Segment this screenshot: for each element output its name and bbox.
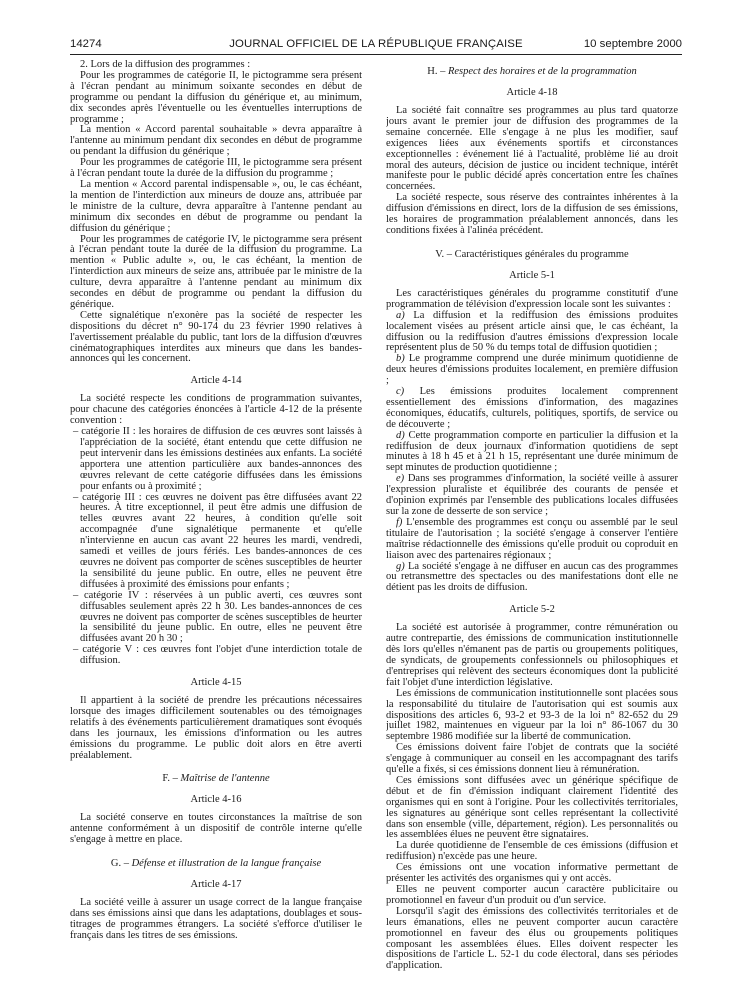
item-letter: b) (396, 353, 405, 365)
item-letter: c) (396, 386, 405, 398)
section-heading: V. – Caractéristiques générales du programme (435, 248, 629, 260)
lettered-paragraph (386, 311, 678, 355)
publication-date: 10 septembre 2000 (583, 38, 682, 50)
item-letter: e) (396, 473, 405, 485)
paragraph: La société respecte les conditions de programmation suivantes, pour chacune des catégories énoncées à l'article 4-12 de la présente convention : (70, 393, 362, 427)
item-text: Cette programmation comporte en particulier la diffusion et la rediffusion de deux journaux d'information quotidiens de sept minutes à 18 h 45 et à 21 h 15, représentant une durée minimum de sept minutes de production quotidienne ; (386, 429, 678, 474)
paragraph: La société fait connaître ses programmes au plus tard quatorze jours avant le premier jour de diffusion des programmes de la semaine concernée. Elle s'engage à ne plus les modifier, sauf exigences liées aux événements sportifs et circonstances exceptionnelles : événement lié à l'actualité, problème lié au droit moral des auteurs, décision de justice ou incident technique, intérêt manifeste pour le public décidé après concertation entre les chaînes concernées. (386, 105, 678, 193)
header-rule (70, 54, 682, 55)
item-text: La diffusion et la rediffusion des émissions produites localement visées au présent article ainsi que, le cas échéant, la diffusion ou la rediffusion d'autres émissions d'expression locale représentent plus de 50 % du temps total de diffusion quotidien ; (386, 309, 678, 354)
page-header (70, 38, 682, 58)
article-heading: Article 5-2 (509, 604, 555, 616)
item-letter: a) (396, 309, 405, 321)
paragraph: Elles ne peuvent comporter aucun caractère publicitaire ou promotionnel en faveur d'un produit ou d'un service. (386, 884, 678, 906)
journal-title: JOURNAL OFFICIEL DE LA RÉPUBLIQUE FRANÇAISE (229, 38, 523, 50)
section-title: Défense et illustration de la langue française (131, 858, 322, 870)
paragraph: Ces émissions ont une vocation informative permettant de présenter les activités des organismes qui y ont accès. (386, 862, 678, 885)
article-heading: Article 4-17 (190, 879, 242, 891)
paragraph: Il appartient à la société de prendre les précautions nécessaires lorsque des images difficilement soutenables ou des témoignages relatifs à des événements particulièrement dramatiques sont évoqués dans les journaux, les émissions d'information ou les autres émissions du programme. Le public doit alors en être averti préalablement. (70, 695, 362, 761)
list-item: – catégorie III : ces œuvres ne doivent pas être diffusées avant 22 heures. À titre exceptionnel, il peut être admis une diffusion de telles œuvres avant 22 heures, à condition qu'elle soit accompagnée d'une signalétique permanente et qu'elle n'intervienne en aucun cas avant 22 heures les mardi, vendredi, samedi et veilles de jours fériés. Les bandes-annonces de ces œuvres ne doivent pas comporter de scènes susceptibles de heurter la sensibilité du jeune public. En outre, elles ne peuvent être diffusées à proximité des émissions pour enfants ; (73, 491, 362, 590)
paragraph: La durée quotidienne de l'ensemble de ces émissions (diffusion et rediffusion) n'excède pas une heure. (386, 840, 678, 863)
item-text: Le programme comprend une durée minimum quotidienne de deux heures d'émissions produites localement, en première diffusion ; (386, 353, 678, 387)
category-list (70, 427, 362, 667)
section-heading (70, 858, 362, 869)
paragraph: Les émissions de communication institutionnelle sont placées sous la responsabilité du titulaire de l'autorisation qui est soumis aux dispositions des articles 6, 93-2 et 93-3 de la loi n° 82-652 du 29 juillet 1982, maintenues en vigueur par la loi n° 86-1067 du 30 septembre 1986 modifiée sur la liberté de communication. (386, 687, 678, 743)
list-item: – catégorie II : les horaires de diffusion de ces œuvres sont laissés à l'appréciation de la société, étant entendu que cette diffusion ne peut intervenir dans les émissions destinées aux enfants. La société apportera une attention particulière aux bandes-annonces des œuvres relevant de cette catégorie diffusées dans les émissions pour enfants ou à proximité ; (73, 426, 362, 492)
lettered-paragraph (386, 474, 678, 518)
lettered-paragraph (386, 354, 678, 387)
paragraph: Ces émissions sont diffusées avec un générique spécifique de début et de fin d'émission indiquant clairement l'identité des organismes qui en sont à l'origine. Pour les collectivités territoriales, les signatures au générique sont celles représentant la collectivité dans son ensemble (ville, département, région). Les personnalités ou les assemblées élues ne peuvent être signataires. (386, 774, 678, 841)
section-prefix: G. – (110, 858, 132, 870)
paragraph: La mention « Accord parental souhaitable » devra apparaître à l'antenne au minimum pendant dix secondes en début de programme ou pendant la diffusion du générique ; (70, 124, 362, 158)
section-title: Maîtrise de l'antenne (180, 773, 270, 785)
section-title: Respect des horaires et de la programmation (447, 66, 637, 77)
item-text: Les émissions produites localement comprennent essentiellement des émissions d'information, des magazines économiques, éducatifs, culturels, politiques, sportifs, de service ou de découverte ; (386, 386, 678, 430)
list-item: – catégorie IV : réservées à un public averti, ces œuvres sont diffusables seulement après 22 h 30. Les bandes-annonces de ces œuvres ne doivent pas comporter de scènes susceptibles de heurter la sensibilité du jeune public. En outre, elles ne peuvent être diffusées avant 20 h 30 ; (73, 589, 362, 645)
page-number: 14274 (70, 38, 102, 50)
lettered-paragraph (386, 562, 678, 595)
paragraph: Pour les programmes de catégorie III, le pictogramme sera présent à l'écran pendant toute la durée de la diffusion du programme ; (70, 157, 362, 180)
subsection-title: 2. Lors de la diffusion des programmes : (80, 60, 251, 70)
item-text: Dans ses programmes d'information, la société veille à assurer l'expression pluraliste et équilibrée des courants de pensée et d'opinion exprimés par l'ensemble des publications locales diffusées sur la zone de desserte de son service ; (386, 473, 678, 517)
article-heading: Article 4-18 (506, 87, 558, 98)
item-letter: g) (396, 560, 405, 572)
paragraph: Ces émissions doivent faire l'objet de contrats que la société s'engage à communiquer au conseil en les accompagnant des tarifs qu'elle a fixés, si ces émissions donnent lieu à rémunération. (386, 742, 678, 776)
item-text: La société s'engage à ne diffuser en aucun cas des programmes ou retransmettre des spectacles ou des manifestations dont elle ne détient pas les droits de diffusion. (386, 560, 678, 594)
article-heading: Article 4-14 (190, 375, 242, 387)
list-item: – catégorie V : ces œuvres font l'objet d'une interdiction totale de diffusion. (73, 644, 362, 667)
section-heading (386, 66, 678, 77)
article-heading: Article 4-15 (190, 677, 242, 689)
paragraph: Pour les programmes de catégorie II, le pictogramme sera présent à l'écran pendant au minimum soixante secondes en début de programme ou pendant la diffusion du générique et, au minimum, dix secondes après l'éventuelle ou les éventuelles interruptions de programme ; (70, 69, 362, 125)
paragraph: Les caractéristiques générales du programme constitutif d'une programmation de télévision d'expression locale sont les suivantes : (386, 287, 678, 310)
paragraph: La société est autorisée à programmer, contre rémunération ou autre contrepartie, des émissions de communication institutionnelle dès lors qu'elles n'émanent pas de partis ou groupements politiques, de syndicats, de groupements confessionnels ou philosophiques et d'entreprises qui relèvent des secteurs économiques dont la publicité fait l'objet d'une interdiction législative. (386, 622, 678, 688)
lettered-paragraph (386, 431, 678, 475)
paragraph: Lorsqu'il s'agit des émissions des collectivités territoriales et de leurs émanations, elles ne peuvent comporter aucun caractère promotionnel en faveur des élus ou groupements politiques composant les assemblées élues. Elles doivent respecter les dispositions de l'article L. 52-1 du code électoral, dans ses périodes d'application. (386, 905, 678, 972)
right-column (386, 60, 678, 985)
section-prefix: F. – (162, 773, 181, 785)
item-text: L'ensemble des programmes est conçu ou assemblé par le seul titulaire de l'autorisation ; la société s'engage à conserver l'entière maîtrise rédactionnelle des émissions qu'elle produit ou coproduit en liaison avec des partenaires régionaux ; (386, 516, 678, 561)
section-prefix: H. – (427, 66, 448, 77)
left-column (70, 60, 362, 985)
item-letter: d) (396, 429, 405, 441)
paragraph: Cette signalétique n'exonère pas la société de respecter les dispositions du décret n° 90-174 du 23 février 1990 relatives à l'avertissement préalable du public, tant lors de la diffusion d'œuvres cinématographiques interdites aux mineurs que dans les bandes-annonces qui les concernent. (70, 309, 362, 365)
paragraph: La société respecte, sous réserve des contraintes inhérentes à la diffusion d'émissions en direct, lors de la diffusion de ses émissions, les horaires de programmation préalablement annoncés, dans les conditions fixées à l'alinéa précédent. (386, 192, 678, 236)
lettered-paragraph (386, 518, 678, 562)
paragraph: La mention « Accord parental indispensable », ou, le cas échéant, la mention de l'interdiction aux mineurs de douze ans, attribuée par le ministre de la culture, devra apparaître à l'antenne pendant au minimum dix secondes en début de programme ou pendant la diffusion du générique ; (70, 178, 362, 234)
paragraph: La société conserve en toutes circonstances la maîtrise de son antenne conformément à un dispositif de contrôle interne qu'elle s'engage à mettre en place. (70, 812, 362, 846)
lettered-paragraph (386, 387, 678, 431)
section-heading (70, 773, 362, 784)
paragraph: Pour les programmes de catégorie IV, le pictogramme sera présent à l'écran pendant toute la durée de la diffusion du programme. La mention « Public adulte », ou, le cas échéant, la mention de l'interdiction aux mineurs de seize ans, attribuée par le ministre de la culture, devra apparaître à l'antenne pendant au minimum dix secondes en début de programme ou pendant la diffusion du générique. (70, 233, 362, 310)
item-letter: f) (396, 516, 403, 528)
article-heading: Article 5-1 (509, 269, 555, 281)
article-heading: Article 4-16 (190, 794, 242, 806)
paragraph: La société veille à assurer un usage correct de la langue française dans ses émissions ainsi que dans les adaptations, doublages et sous-titrages de programmes étrangers. La société s'efforce d'utiliser le français dans les titres de ses émissions. (70, 897, 362, 941)
